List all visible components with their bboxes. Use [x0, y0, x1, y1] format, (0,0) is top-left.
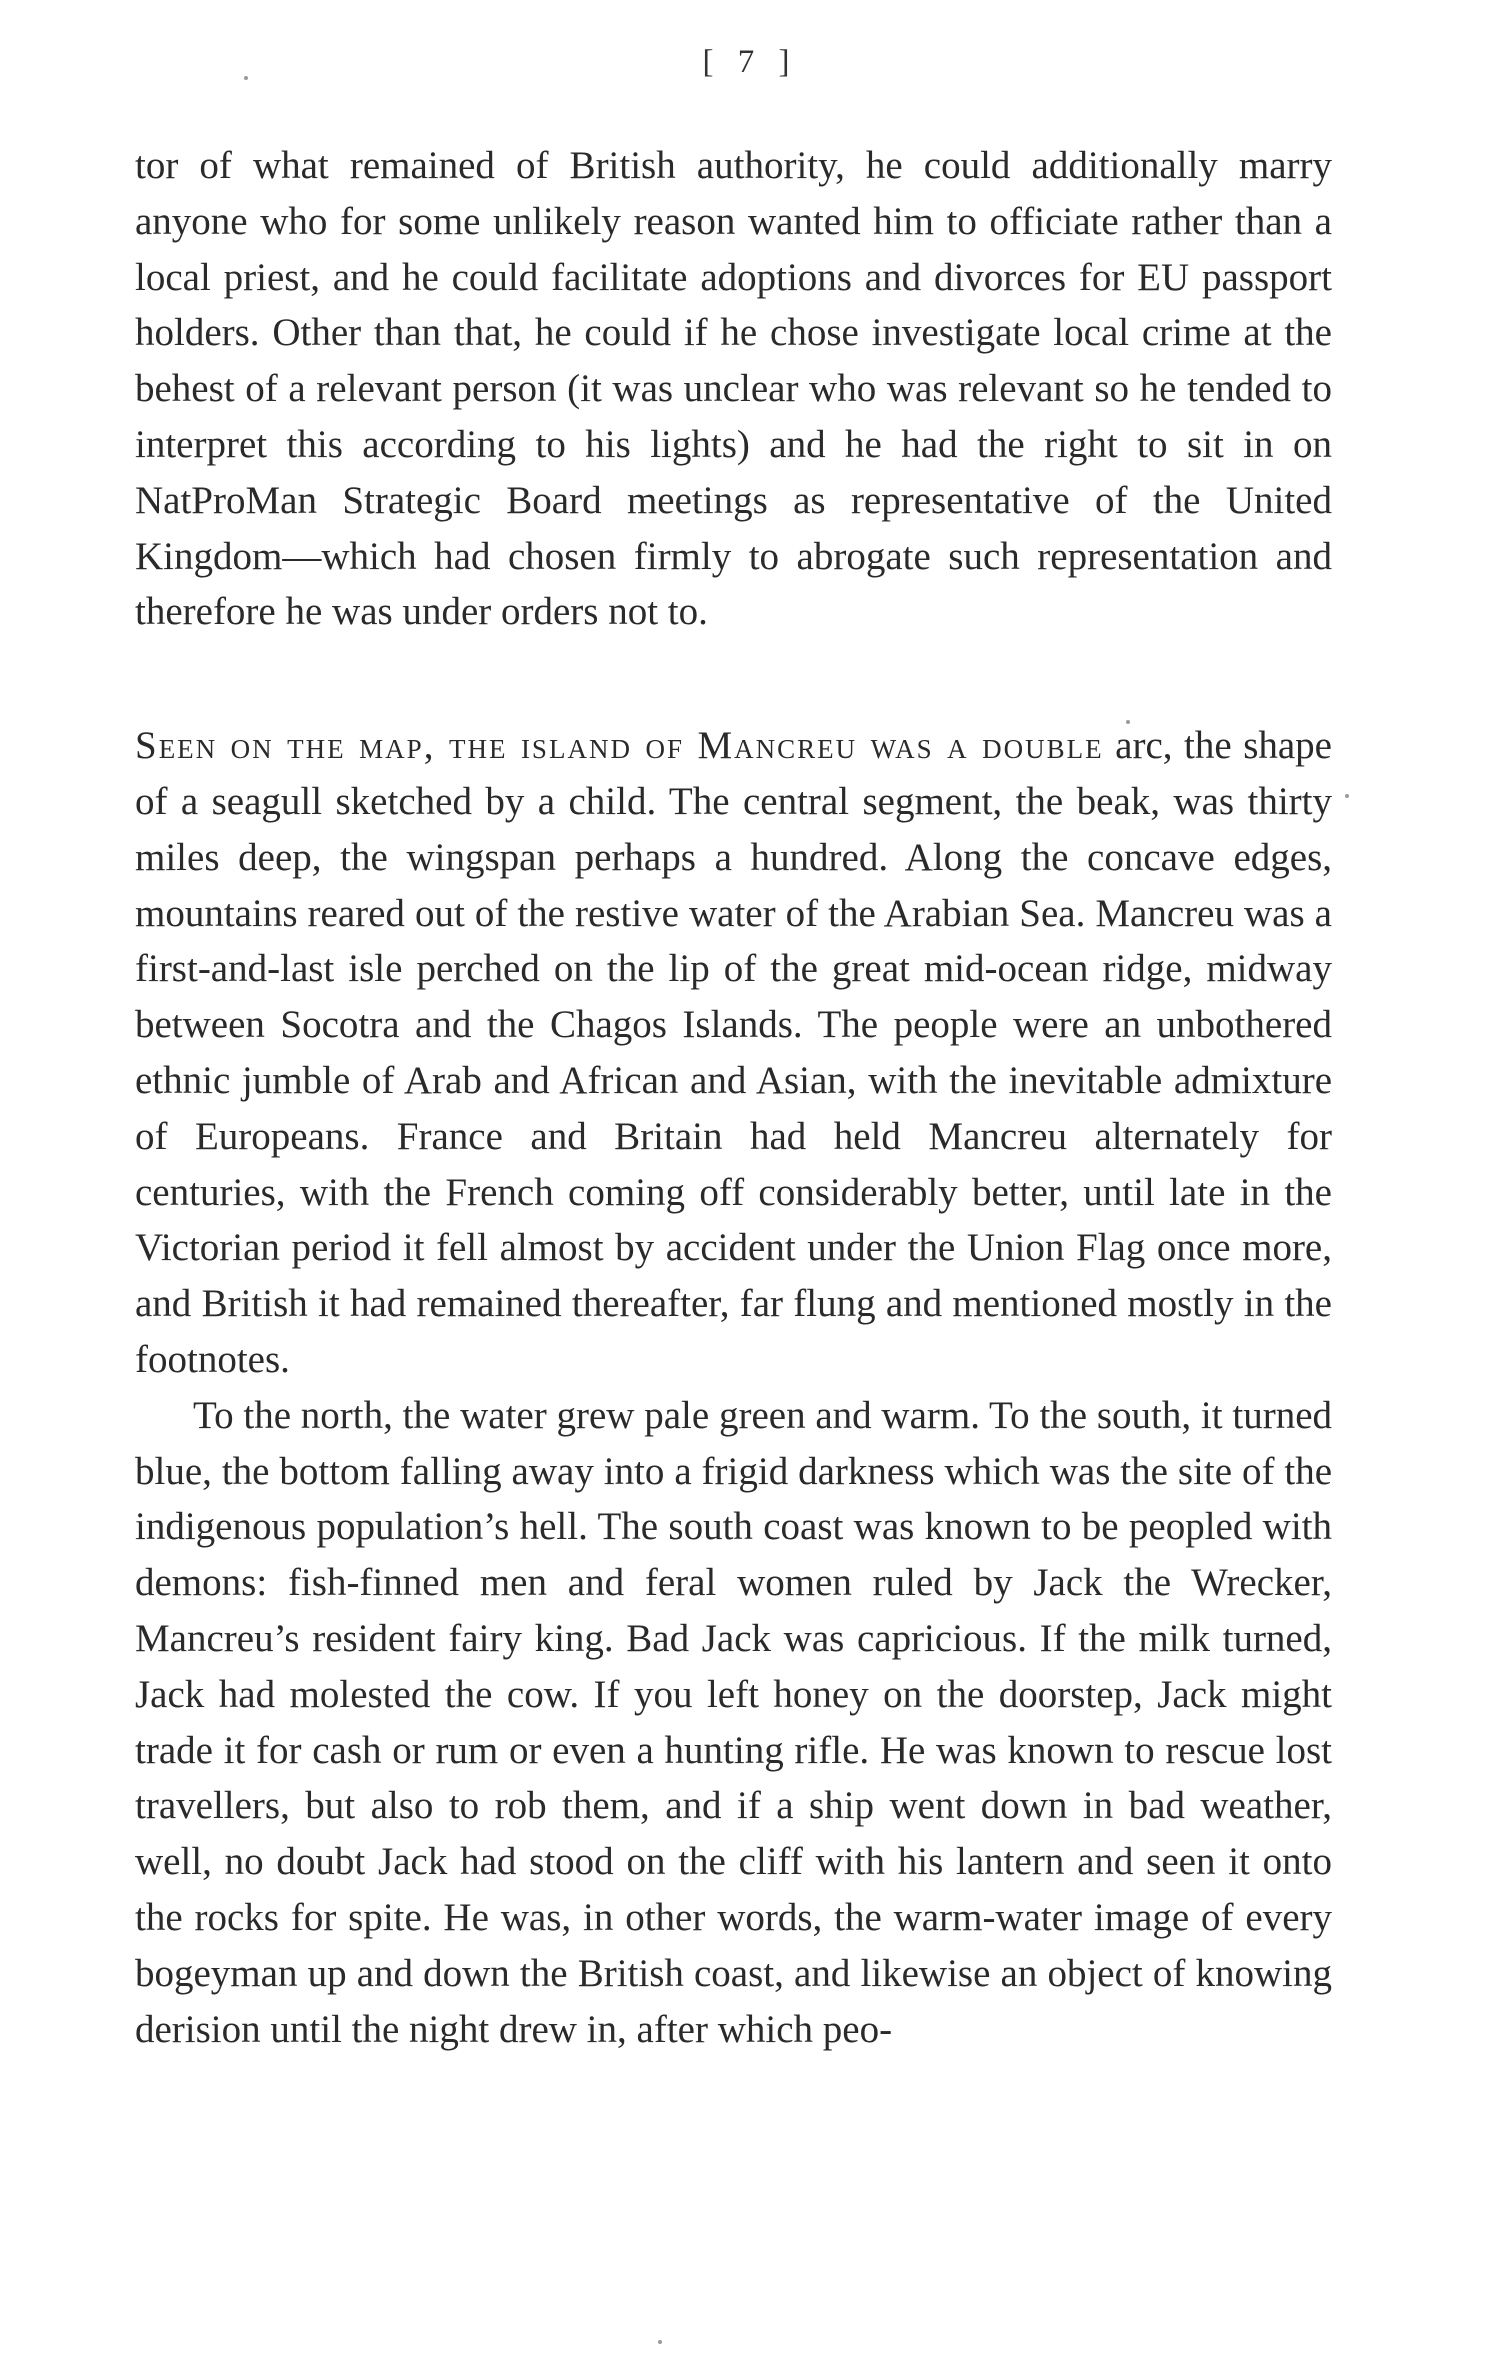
paragraph-indented: To the north, the water grew pale green and warm. To the south, it turned blue, the bottom falling away into a frigid darkness which was the site of the indigenous population’s hell. The south coast was known to be peopled with demons: fish-finned men and feral women ruled by Jack the Wrecker, Mancreu’s resident fairy king. Bad Jack was capricious. If the milk turned, Jack had molested the cow. If you left honey on the doorstep, Jack might trade it for cash or rum or even a hunting rifle. He was known to rescue lost travellers, but also to rob them, and if a ship went down in bad weather, well, no doubt Jack had stood on the cliff with his lantern and seen it onto the rocks for spite. He was, in other words, the warm-water image of every bogeyman up and down the British coast, and likewise an object of knowing derision until the night drew in, after which peo- — [135, 1393, 1332, 2051]
print-speck — [658, 2340, 662, 2344]
paragraph-text: arc, the shape of a seagull sketched by a child. The central segment, the beak, was thirty miles deep, the wingspan perhaps a hundred. Along the concave edges, mountains reared out of the restive water of the Arabian Sea. Mancreu was a first-and-last isle perched on the lip of the great mid-ocean ridge, midway between Socotra and the Chagos Islands. The people were an unbothered ethnic jumble of Arab and African and Asian, with the inevitable admixture of Europeans. France and Britain had held Mancreu alternately for centuries, with the French coming off considerably better, until late in the Victorian period it fell almost by accident under the Union Flag once more, and British it had remained thereafter, far flung and mentioned mostly in the footnotes. — [135, 724, 1332, 1381]
paragraph-continued: tor of what remained of British authority, he could additionally marry anyone who for some unlikely reason wanted him to officiate rather than a local priest, and he could facilitate adoptions and divorces for EU passport holders. Other than that, he could if he chose investigate local crime at the behest of a relevant person (it was unclear who was relevant so he tended to interpret this according to his lights) and he had the right to sit in on NatProMan Strategic Board meetings as representative of the United Kingdom—which had chosen firmly to abrogate such representation and therefore he was under orders not to. — [135, 144, 1332, 634]
print-speck — [1126, 720, 1130, 724]
body-text — [135, 138, 1332, 2057]
print-speck — [244, 76, 248, 80]
page-number: [ 7 ] — [702, 44, 798, 80]
paragraph-section-opening — [135, 718, 1332, 1388]
small-caps-lead-in: Seen on the map, the island of Mancreu was a double — [135, 724, 1104, 768]
print-speck — [1345, 794, 1349, 798]
